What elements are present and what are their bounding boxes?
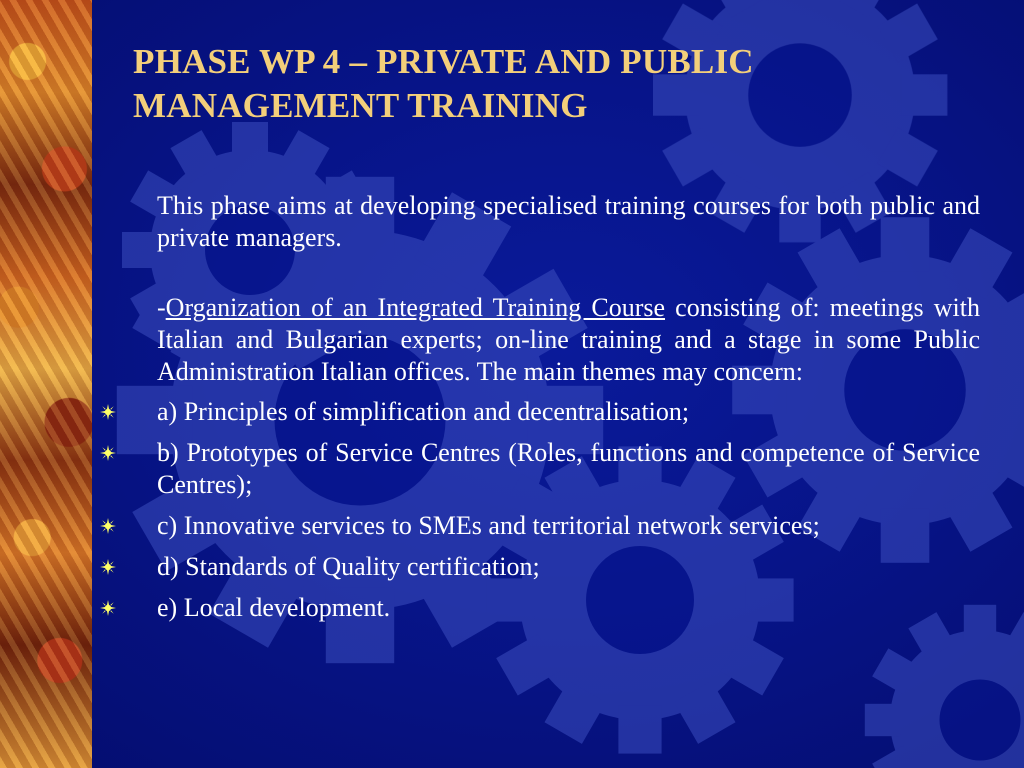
sunburst-bullet-icon <box>100 518 116 534</box>
list-item-text: a) Principles of simplification and decentralisation; <box>157 397 690 426</box>
list-item <box>100 396 980 428</box>
intro-paragraph: This phase aims at developing specialised training courses for both public and private managers. <box>157 191 980 252</box>
sunburst-bullet-icon <box>100 600 116 616</box>
decorative-side-strip <box>0 0 92 768</box>
list-item <box>100 510 980 542</box>
list-item-text: c) Innovative services to SMEs and territorial network services; <box>157 511 820 540</box>
course-description: consisting of: meetings with Italian and Bulgarian experts; on-line training and a stage in some Public Administration Italian offices. The main themes may concern: <box>157 293 980 386</box>
integrated-training-course-link[interactable]: Organization of an Integrated Training Course <box>165 293 666 322</box>
list-item-text: d) Standards of Quality certification; <box>157 552 540 581</box>
course-prefix: - <box>157 293 166 322</box>
themes-list <box>100 396 980 624</box>
sunburst-bullet-icon <box>100 559 116 575</box>
sunburst-bullet-icon <box>100 404 116 420</box>
list-item <box>100 592 980 624</box>
slide-body <box>100 190 980 633</box>
sunburst-bullet-icon <box>100 445 116 461</box>
list-item <box>100 551 980 583</box>
course-paragraph <box>157 292 980 388</box>
list-item-text: b) Prototypes of Service Centres (Roles, functions and competence of Service Centres); <box>157 438 980 499</box>
list-item <box>100 437 980 501</box>
list-item-text: e) Local development. <box>157 593 391 622</box>
slide-title: PHASE WP 4 – PRIVATE AND PUBLIC MANAGEMENT TRAINING <box>133 42 754 125</box>
